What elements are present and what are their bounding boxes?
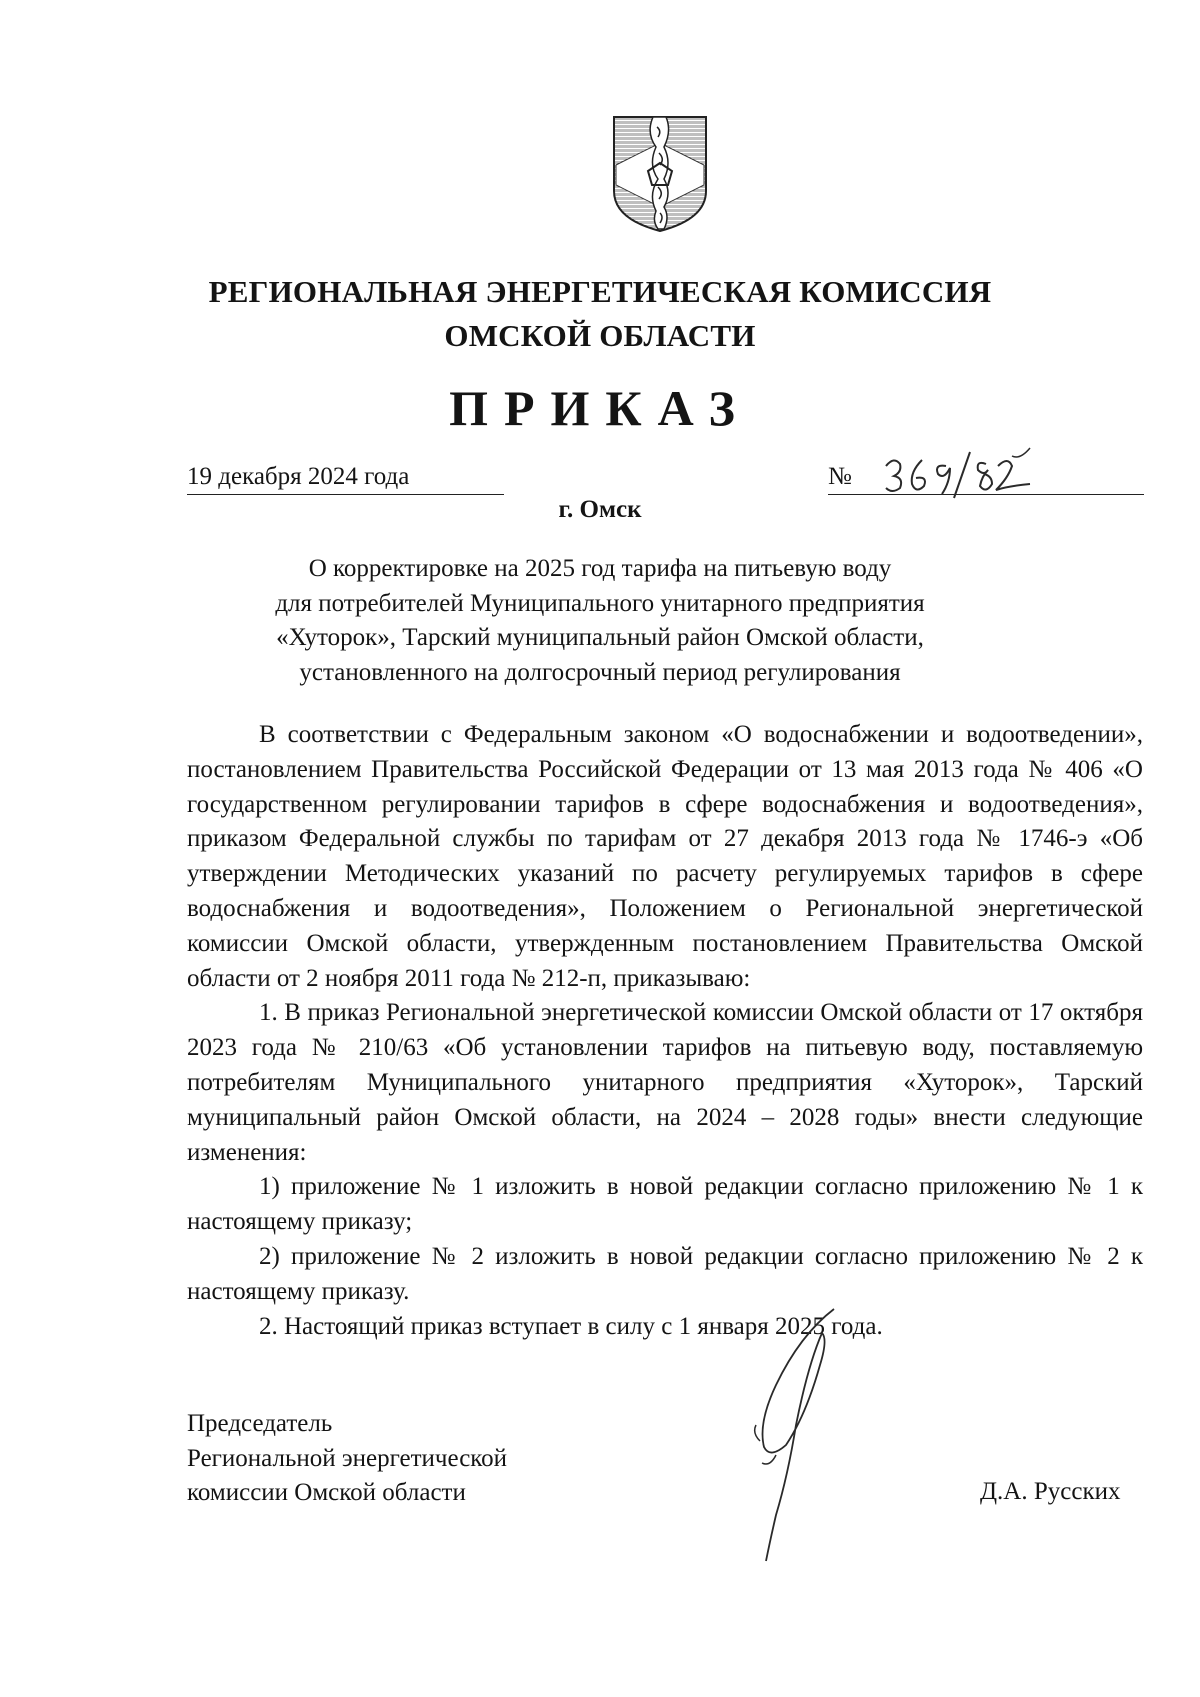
signatory-title-line: Региональной энергетической [187, 1444, 508, 1472]
document-city: г. Омск [558, 496, 642, 523]
signatory-title [187, 1407, 507, 1511]
item-1-2-paragraph: 2) приложение № 2 изложить в новой редакции согласно приложению № 2 к настоящему приказу. [187, 1242, 1143, 1305]
item-1-paragraph: 1. В приказ Региональной энергетической комиссии Омской области от 17 октября 2023 года № 210/63 «Об установлении тарифов на питьевую воду, поставляемую потребителям Муниципального унитарного предприятия «Хуторок», Тарский муниципальный район Омской области, на 2024 – 2028 годы» внести следующие изменения: [187, 999, 1143, 1166]
subject-line: О корректировке на 2025 год тарифа на питьевую воду [308, 555, 892, 582]
preamble-paragraph: В соответствии с Федеральным законом «О водоснабжении и водоотведении», постановлением Правительства Российской Федерации от 13 мая 2013 года № 406 «О государственном регулировании тарифов в сфере водоснабжения и водоотведения», приказом Федеральной службы по тарифам от 27 декабря 2013 года № 1746-э «Об утверждении Методических указаний по расчету регулируемых тарифов в сфере водоснабжения и водоотведения», Положением о Региональной энергетической комиссии Омской области, утвержденным постановлением Правительства Омской области от 2 ноября 2011 года № 212-п, приказываю: [187, 721, 1143, 992]
handwritten-signature [730, 1305, 850, 1565]
item-1-1-paragraph: 1) приложение № 1 изложить в новой редакции согласно приложению № 1 к настоящему приказу; [187, 1173, 1143, 1236]
subject-line: «Хуторок», Тарский муниципальный район Омской области, [276, 624, 924, 651]
subject-line: установленного на долгосрочный период регулирования [299, 658, 901, 686]
document-date: 19 декабря 2024 года [187, 463, 410, 490]
signatory-title-line: комиссии Омской области [187, 1479, 466, 1506]
document-type: ПРИКАЗ [449, 380, 751, 436]
document-subject [230, 552, 970, 690]
document-body [187, 718, 1143, 1344]
organization-title-line-2: ОМСКОЙ ОБЛАСТИ [444, 318, 756, 353]
signatory-title-line: Председатель [187, 1410, 333, 1437]
document-number-label: № [828, 463, 852, 490]
signatory-name: Д.А. Русских [980, 1478, 1121, 1505]
subject-line: для потребителей Муниципального унитарного предприятия [275, 589, 925, 617]
item-2-paragraph: 2. Настоящий приказ вступает в силу с 1 января 2025 года. [259, 1312, 883, 1340]
coat-of-arms-icon [610, 113, 710, 235]
organization-title-line-1: РЕГИОНАЛЬНАЯ ЭНЕРГЕТИЧЕСКАЯ КОМИССИЯ [208, 274, 992, 309]
